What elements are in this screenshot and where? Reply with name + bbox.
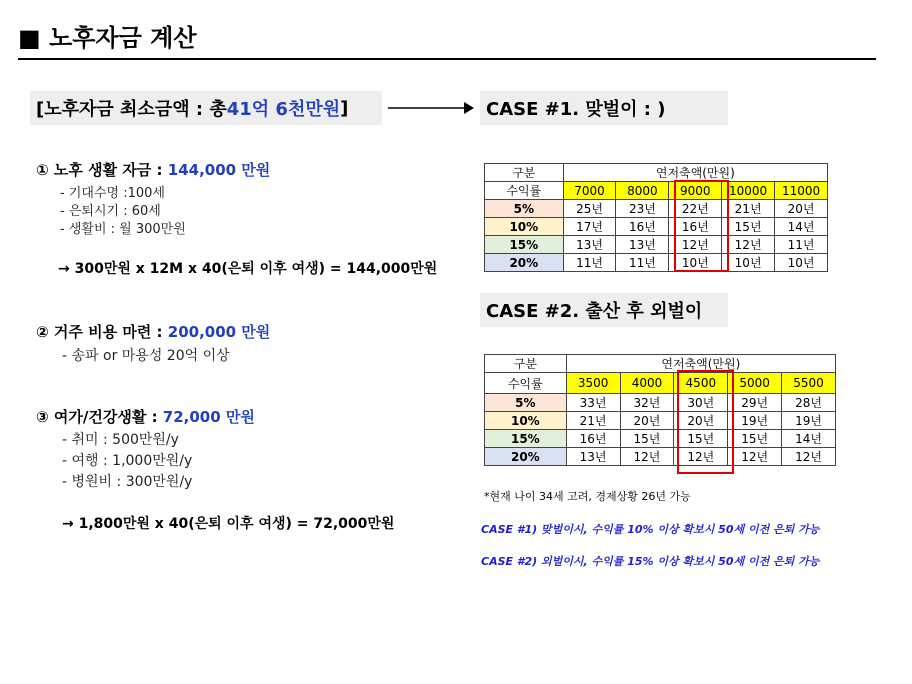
years-cell: 12년 bbox=[728, 448, 782, 466]
arrow-right-icon bbox=[388, 99, 474, 117]
section1-item: - 기대수명 :100세 bbox=[60, 186, 165, 201]
amount-cell: 4000 bbox=[620, 373, 674, 394]
years-cell: 12년 bbox=[669, 236, 722, 254]
section1-formula: → 300만원 x 12M x 40(은퇴 이후 여생) = 144,000만원 bbox=[58, 261, 438, 277]
amount-cell: 3500 bbox=[566, 373, 620, 394]
table-header-category: 구분 bbox=[485, 164, 564, 182]
section3-formula: → 1,800만원 x 40(은퇴 이후 여생) = 72,000만원 bbox=[62, 516, 395, 532]
years-cell: 30년 bbox=[674, 394, 728, 412]
section2-item: - 송파 or 마용성 20억 이상 bbox=[62, 348, 230, 364]
section3-item: - 여행 : 1,000만원/y bbox=[62, 453, 193, 469]
amount-cell: 8000 bbox=[616, 182, 669, 200]
table-row bbox=[485, 254, 828, 272]
rate-cell: 5% bbox=[485, 200, 564, 218]
amount-cell: 9000 bbox=[669, 182, 722, 200]
savings-table-case1 bbox=[484, 163, 828, 272]
page-title-text: 노후자금 계산 bbox=[49, 24, 197, 52]
years-cell: 13년 bbox=[566, 448, 620, 466]
table-row bbox=[485, 430, 836, 448]
years-cell: 11년 bbox=[616, 254, 669, 272]
years-cell: 17년 bbox=[563, 218, 616, 236]
table-header-rate: 수익률 bbox=[485, 182, 564, 200]
years-cell: 19년 bbox=[728, 412, 782, 430]
years-cell: 15년 bbox=[620, 430, 674, 448]
table-row bbox=[485, 236, 828, 254]
table-header-category: 구분 bbox=[485, 355, 567, 373]
years-cell: 12년 bbox=[782, 448, 836, 466]
years-cell: 23년 bbox=[616, 200, 669, 218]
table-row bbox=[485, 218, 828, 236]
section3-item: - 취미 : 500만원/y bbox=[62, 432, 179, 448]
years-cell: 20년 bbox=[620, 412, 674, 430]
amount-cell: 5000 bbox=[728, 373, 782, 394]
rate-cell: 5% bbox=[485, 394, 567, 412]
table-header-savings: 연저축액(만원) bbox=[566, 355, 835, 373]
section1-heading: ① 노후 생활 자금 : 144,000 만원 bbox=[36, 161, 271, 179]
title-bullet-icon: ■ bbox=[18, 24, 41, 52]
case1-title: CASE #1. 맞벌이 : ) bbox=[480, 91, 728, 125]
years-cell: 13년 bbox=[563, 236, 616, 254]
amount-cell: 7000 bbox=[563, 182, 616, 200]
rate-cell: 15% bbox=[485, 430, 567, 448]
years-cell: 32년 bbox=[620, 394, 674, 412]
rate-cell: 20% bbox=[485, 254, 564, 272]
section3-item: - 병원비 : 300만원/y bbox=[62, 474, 193, 490]
rate-cell: 20% bbox=[485, 448, 567, 466]
summary-suffix: ] bbox=[340, 97, 349, 119]
years-cell: 28년 bbox=[782, 394, 836, 412]
case2-title: CASE #2. 출산 후 외벌이 bbox=[480, 293, 728, 327]
years-cell: 12년 bbox=[722, 236, 775, 254]
table-header-savings: 연저축액(만원) bbox=[563, 164, 827, 182]
summary-prefix: [노후자금 최소금액 : 총 bbox=[36, 99, 227, 120]
years-cell: 22년 bbox=[669, 200, 722, 218]
amount-cell: 4500 bbox=[674, 373, 728, 394]
savings-table-case2 bbox=[484, 354, 836, 466]
section3-amount: 72,000 만원 bbox=[162, 408, 255, 426]
years-cell: 15년 bbox=[728, 430, 782, 448]
years-cell: 11년 bbox=[563, 254, 616, 272]
years-cell: 25년 bbox=[563, 200, 616, 218]
years-cell: 19년 bbox=[782, 412, 836, 430]
years-cell: 12년 bbox=[620, 448, 674, 466]
table-row bbox=[485, 448, 836, 466]
years-cell: 20년 bbox=[674, 412, 728, 430]
amount-cell: 11000 bbox=[775, 182, 828, 200]
years-cell: 16년 bbox=[669, 218, 722, 236]
years-cell: 20년 bbox=[775, 200, 828, 218]
years-cell: 14년 bbox=[782, 430, 836, 448]
section2-amount: 200,000 만원 bbox=[167, 323, 271, 341]
years-cell: 10년 bbox=[722, 254, 775, 272]
case2-conclusion: CASE #2) 외벌이시, 수익률 15% 이상 확보시 50세 이전 은퇴 가능 bbox=[481, 555, 820, 568]
years-cell: 29년 bbox=[728, 394, 782, 412]
years-cell: 14년 bbox=[775, 218, 828, 236]
rate-cell: 10% bbox=[485, 412, 567, 430]
summary-amount: 41억 6천만원 bbox=[226, 99, 341, 120]
section3-heading: ③ 여가/건강생활 : 72,000 만원 bbox=[36, 408, 255, 426]
years-cell: 13년 bbox=[616, 236, 669, 254]
rate-cell: 10% bbox=[485, 218, 564, 236]
years-cell: 10년 bbox=[775, 254, 828, 272]
years-cell: 10년 bbox=[669, 254, 722, 272]
footnote: *현재 나이 34세 고려, 경제상황 26년 가능 bbox=[484, 490, 691, 503]
highlight-box bbox=[674, 180, 729, 272]
years-cell: 16년 bbox=[616, 218, 669, 236]
summary-box bbox=[30, 91, 382, 125]
title-divider bbox=[18, 58, 876, 60]
section1-amount: 144,000 만원 bbox=[167, 161, 271, 179]
table-row bbox=[485, 394, 836, 412]
table-header-rate: 수익률 bbox=[485, 373, 567, 394]
rate-cell: 15% bbox=[485, 236, 564, 254]
years-cell: 21년 bbox=[722, 200, 775, 218]
years-cell: 15년 bbox=[722, 218, 775, 236]
case1-conclusion: CASE #1) 맞벌이시, 수익률 10% 이상 확보시 50세 이전 은퇴 가능 bbox=[481, 523, 820, 536]
section1-item: - 생활비 : 월 300만원 bbox=[60, 222, 186, 237]
years-cell: 15년 bbox=[674, 430, 728, 448]
amount-cell: 10000 bbox=[722, 182, 775, 200]
section1-item: - 은퇴시기 : 60세 bbox=[60, 204, 161, 219]
table-row bbox=[485, 412, 836, 430]
years-cell: 12년 bbox=[674, 448, 728, 466]
highlight-box bbox=[677, 370, 734, 474]
years-cell: 11년 bbox=[775, 236, 828, 254]
years-cell: 21년 bbox=[566, 412, 620, 430]
page-title bbox=[18, 18, 197, 53]
table-row bbox=[485, 200, 828, 218]
years-cell: 16년 bbox=[566, 430, 620, 448]
section2-heading: ② 거주 비용 마련 : 200,000 만원 bbox=[36, 323, 271, 341]
years-cell: 33년 bbox=[566, 394, 620, 412]
amount-cell: 5500 bbox=[782, 373, 836, 394]
